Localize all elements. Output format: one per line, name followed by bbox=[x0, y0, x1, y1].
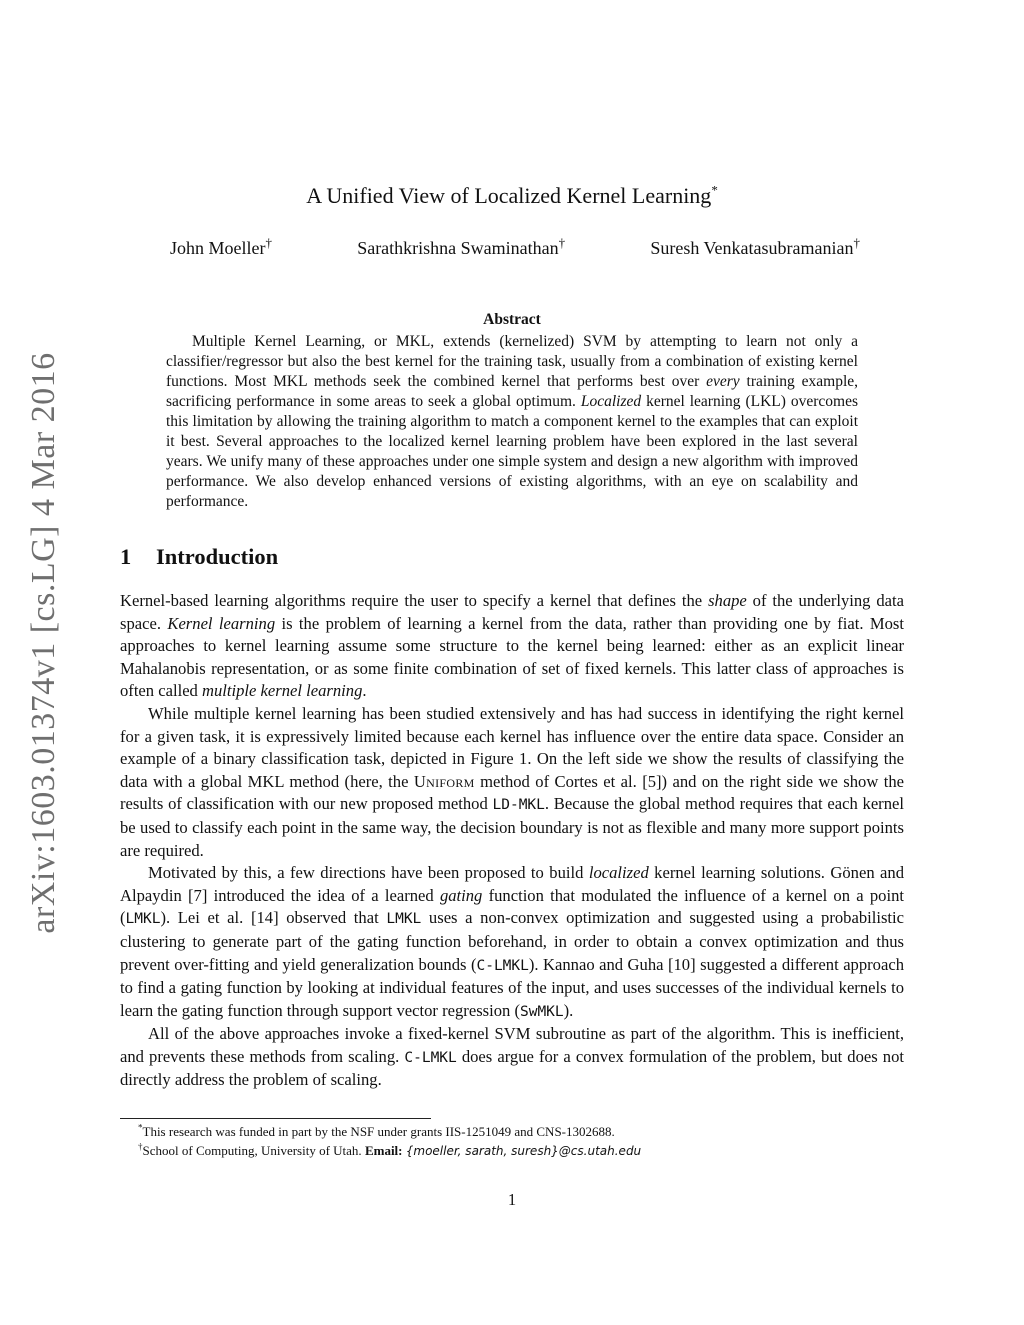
footnote-affiliation: †School of Computing, University of Utah. Email: {moeller, sarath, suresh}@cs.utah.edu bbox=[138, 1141, 642, 1158]
author-name: Sarathkrishna Swaminathan bbox=[357, 238, 559, 258]
author-name: John Moeller bbox=[170, 238, 266, 258]
footnotes bbox=[138, 1122, 898, 1161]
email-address: {moeller, sarath, suresh}@cs.utah.edu bbox=[405, 1144, 642, 1158]
author-3 bbox=[650, 235, 860, 259]
body-text bbox=[120, 590, 904, 1092]
footnote-divider bbox=[120, 1118, 431, 1119]
section-number: 1 bbox=[120, 544, 132, 569]
paragraph-2: While multiple kernel learning has been studied extensively and has had success in identifying the right kernel for a given task, it is expressively limited because each kernel has influence over the entire data space. Consider an example of a binary classification task, depicted in Figure 1. On the left side we show the results of classifying the data with a global MKL method (here, the Uniform method of Cortes et al. [5]) and on the right side we show the results of classification with our new proposed method LD-MKL. Because the global method requires that each kernel be used to classify each point in the same way, the decision boundary is not as flexible and many more support points are required. bbox=[120, 703, 904, 860]
paper-title bbox=[0, 183, 1024, 209]
section-heading bbox=[120, 544, 278, 570]
author-mark: † bbox=[558, 235, 566, 250]
footnote-funding: *This research was funded in part by the NSF under grants IIS-1251049 and CNS-1302688. bbox=[138, 1122, 615, 1139]
paragraph-1: Kernel-based learning algorithms require the user to specify a kernel that defines the shape of the underlying data space. Kernel learning is the problem of learning a kernel from the data, rather than providing one by fiat. Most approaches to kernel learning assume some structure to the kernel being learned: either as an explicit linear Mahalanobis representation, or as some finite combination of set of fixed kernels. This latter class of approaches is often called multiple kernel learning. bbox=[120, 591, 904, 701]
section-title: Introduction bbox=[156, 544, 279, 569]
author-name: Suresh Venkatasubramanian bbox=[650, 238, 854, 258]
author-2 bbox=[357, 235, 566, 259]
abstract-text: Multiple Kernel Learning, or MKL, extends (kernelized) SVM by attempting to learn not only a classifier/regressor but also the best kernel for the training task, usually from a combination of existing kernel functions. Most MKL methods seek the combined kernel that performs best over every training example, sacrificing performance in some areas to seek a global optimum. Localized kernel learning (LKL) overcomes this limitation by allowing the training algorithm to match a component kernel to the examples that can exploit it best. Several approaches to the localized kernel learning problem have been explored in the last several years. We unify many of these approaches under one simple system and design a new algorithm with improved performance. We also develop enhanced versions of existing algorithms, with an eye on scalability and performance. bbox=[166, 333, 859, 510]
author-1 bbox=[170, 235, 272, 259]
title-footnote-mark: * bbox=[711, 182, 718, 198]
author-list bbox=[170, 235, 860, 259]
author-mark: † bbox=[265, 235, 272, 250]
abstract-heading: Abstract bbox=[483, 311, 541, 328]
paragraph-4: All of the above approaches invoke a fixed-kernel SVM subroutine as part of the algorithm. This is inefficient, and prevents these methods from scaling. C-LMKL does argue for a convex formulation of the problem, but does not directly address the problem of scaling. bbox=[120, 1024, 904, 1090]
title-text: A Unified View of Localized Kernel Learning bbox=[306, 183, 712, 208]
author-mark: † bbox=[853, 235, 860, 250]
page-number: 1 bbox=[507, 1190, 517, 1209]
paragraph-3: Motivated by this, a few directions have been proposed to build localized kernel learning solutions. Gönen and Alpaydin [7] introduced the idea of a learned gating function that modulated the influence of a kernel on a point (LMKL). Lei et al. [14] observed that LMKL uses a non-convex optimization and suggested using a probabilistic clustering to generate part of the gating function beforehand, in order to obtain a convex optimization and thus prevent over-fitting and yield generalization bounds (C-LMKL). Kannao and Guha [10] suggested a different approach to find a gating function by looking at individual features of the input, and uses successes of the individual kernels to learn the gating function through support vector regression (SwMKL). bbox=[120, 863, 905, 1020]
arxiv-identifier: arXiv:1603.01374v1 [cs.LG] 4 Mar 2016 bbox=[25, 352, 62, 934]
